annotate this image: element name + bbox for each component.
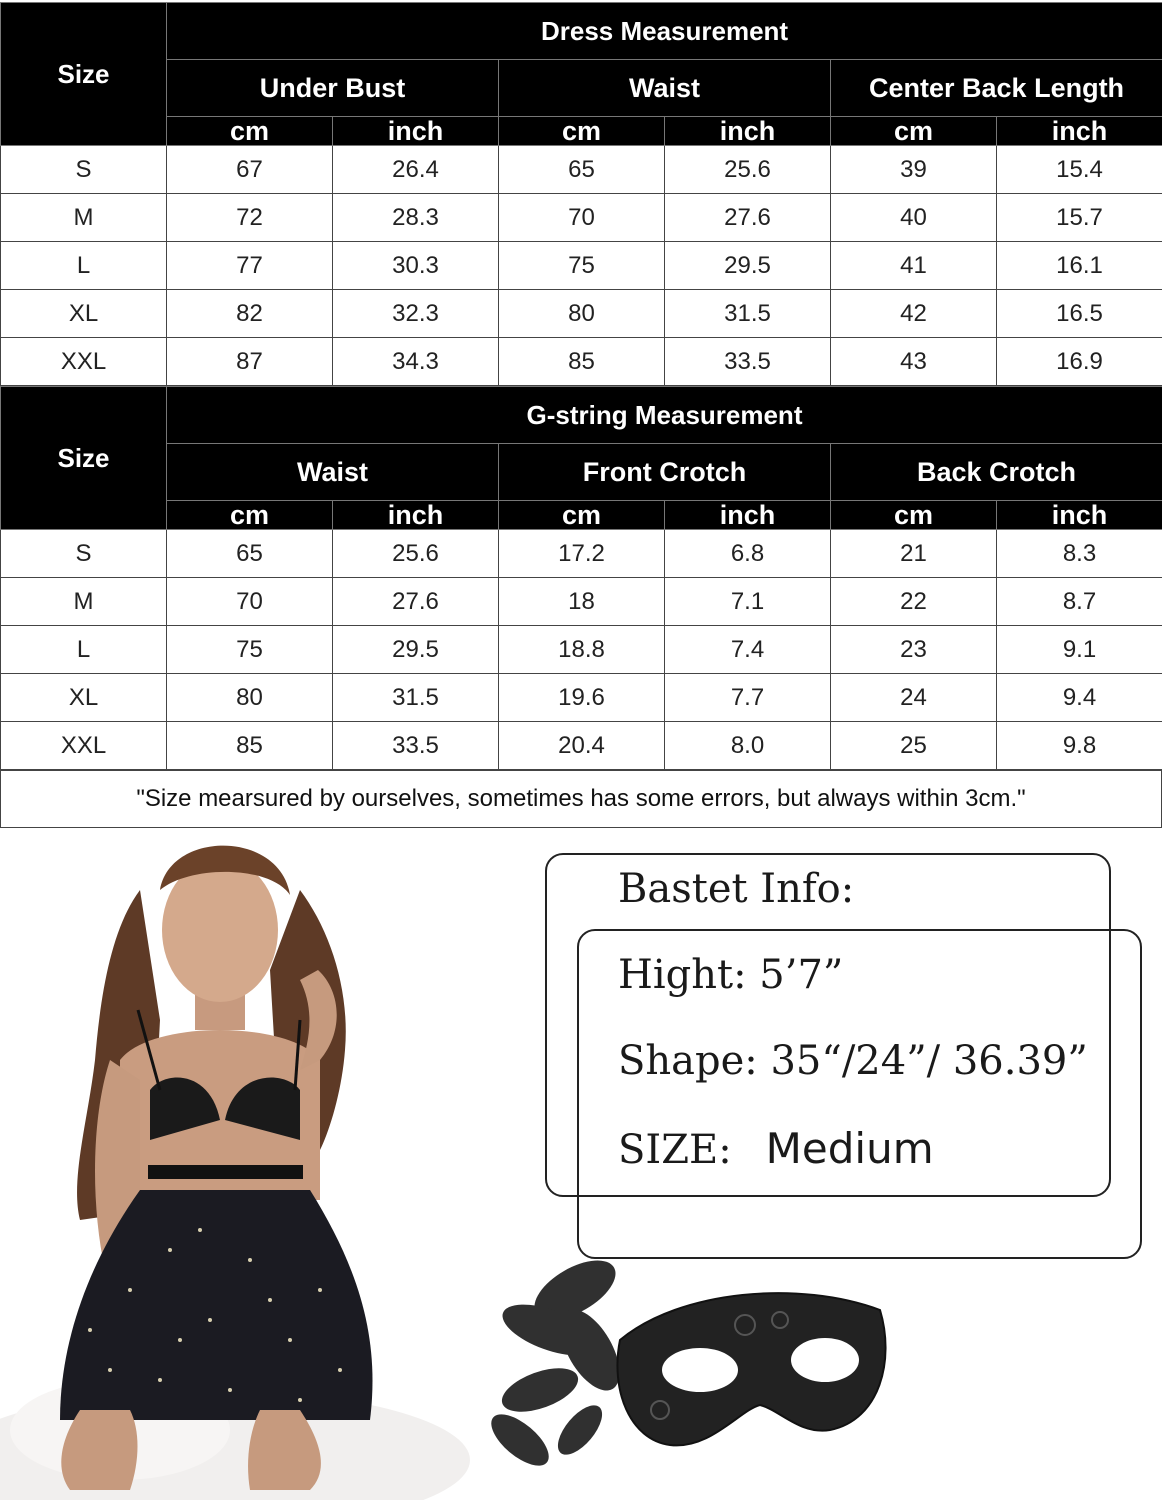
model-size-label: SIZE: [618,1127,732,1173]
unit-header: cm [167,117,333,146]
value-cell: 9.4 [997,674,1162,722]
value-cell: 17.2 [499,530,665,578]
value-cell: 28.3 [333,194,499,242]
unit-header: cm [499,501,665,530]
table-title: Dress Measurement [167,3,1162,60]
group-header: Waist [499,60,831,117]
size-cell: XXL [1,338,167,386]
value-cell: 24 [831,674,997,722]
value-cell: 39 [831,146,997,194]
value-cell: 16.9 [997,338,1162,386]
value-cell: 26.4 [333,146,499,194]
value-cell: 15.4 [997,146,1162,194]
size-cell: XL [1,290,167,338]
value-cell: 19.6 [499,674,665,722]
value-cell: 40 [831,194,997,242]
value-cell: 85 [499,338,665,386]
table-row [1,578,1162,626]
gstring-measurement-table [0,386,1162,770]
model-shape: Shape: 35“/24”/ 36.39” [618,1038,1088,1084]
table-title: G-string Measurement [167,387,1162,444]
size-cell: XL [1,674,167,722]
value-cell: 33.5 [333,722,499,770]
unit-header: inch [333,501,499,530]
value-cell: 80 [167,674,333,722]
value-cell: 18 [499,578,665,626]
unit-header: inch [997,117,1162,146]
group-header: Front Crotch [499,444,831,501]
value-cell: 6.8 [665,530,831,578]
group-header: Center Back Length [831,60,1162,117]
table-row [1,626,1162,674]
unit-header: cm [499,117,665,146]
unit-header: cm [831,117,997,146]
value-cell: 15.7 [997,194,1162,242]
dress-measurement-table [0,2,1162,386]
value-cell: 87 [167,338,333,386]
unit-header: cm [167,501,333,530]
table-row [1,338,1162,386]
value-cell: 41 [831,242,997,290]
value-cell: 29.5 [665,242,831,290]
value-cell: 25.6 [665,146,831,194]
model-photo [0,820,520,1500]
value-cell: 21 [831,530,997,578]
table-row [1,242,1162,290]
value-cell: 65 [167,530,333,578]
value-cell: 7.7 [665,674,831,722]
size-cell: S [1,146,167,194]
value-cell: 27.6 [333,578,499,626]
model-size [618,1124,934,1173]
size-cell: XXL [1,722,167,770]
value-cell: 8.7 [997,578,1162,626]
value-cell: 33.5 [665,338,831,386]
value-cell: 25 [831,722,997,770]
value-cell: 22 [831,578,997,626]
value-cell: 72 [167,194,333,242]
value-cell: 29.5 [333,626,499,674]
value-cell: 70 [167,578,333,626]
value-cell: 75 [499,242,665,290]
value-cell: 25.6 [333,530,499,578]
size-header: Size [1,3,167,146]
table-row [1,530,1162,578]
value-cell: 85 [167,722,333,770]
value-cell: 16.5 [997,290,1162,338]
model-size-value: Medium [765,1124,934,1173]
value-cell: 20.4 [499,722,665,770]
value-cell: 80 [499,290,665,338]
table-row [1,722,1162,770]
value-cell: 8.0 [665,722,831,770]
value-cell: 31.5 [333,674,499,722]
unit-header: inch [997,501,1162,530]
unit-header: inch [333,117,499,146]
value-cell: 77 [167,242,333,290]
mask-photo [480,1230,910,1500]
value-cell: 27.6 [665,194,831,242]
value-cell: 7.1 [665,578,831,626]
unit-header: inch [665,117,831,146]
value-cell: 67 [167,146,333,194]
table-row [1,194,1162,242]
model-info-title: Bastet Info: [618,866,855,912]
size-cell: L [1,626,167,674]
value-cell: 9.1 [997,626,1162,674]
value-cell: 8.3 [997,530,1162,578]
value-cell: 18.8 [499,626,665,674]
value-cell: 82 [167,290,333,338]
model-height: Hight: 5’7” [618,952,844,998]
value-cell: 43 [831,338,997,386]
value-cell: 23 [831,626,997,674]
table-row [1,290,1162,338]
measurement-disclaimer: "Size mearsured by ourselves, sometimes has some errors, but always within 3cm." [0,770,1162,828]
value-cell: 7.4 [665,626,831,674]
value-cell: 9.8 [997,722,1162,770]
size-cell: M [1,578,167,626]
group-header: Back Crotch [831,444,1162,501]
group-header: Waist [167,444,499,501]
size-cell: M [1,194,167,242]
size-cell: L [1,242,167,290]
size-cell: S [1,530,167,578]
table-row [1,146,1162,194]
value-cell: 42 [831,290,997,338]
unit-header: inch [665,501,831,530]
value-cell: 70 [499,194,665,242]
value-cell: 34.3 [333,338,499,386]
value-cell: 16.1 [997,242,1162,290]
group-header: Under Bust [167,60,499,117]
value-cell: 65 [499,146,665,194]
value-cell: 31.5 [665,290,831,338]
value-cell: 30.3 [333,242,499,290]
unit-header: cm [831,501,997,530]
value-cell: 32.3 [333,290,499,338]
value-cell: 75 [167,626,333,674]
table-row [1,674,1162,722]
size-header: Size [1,387,167,530]
